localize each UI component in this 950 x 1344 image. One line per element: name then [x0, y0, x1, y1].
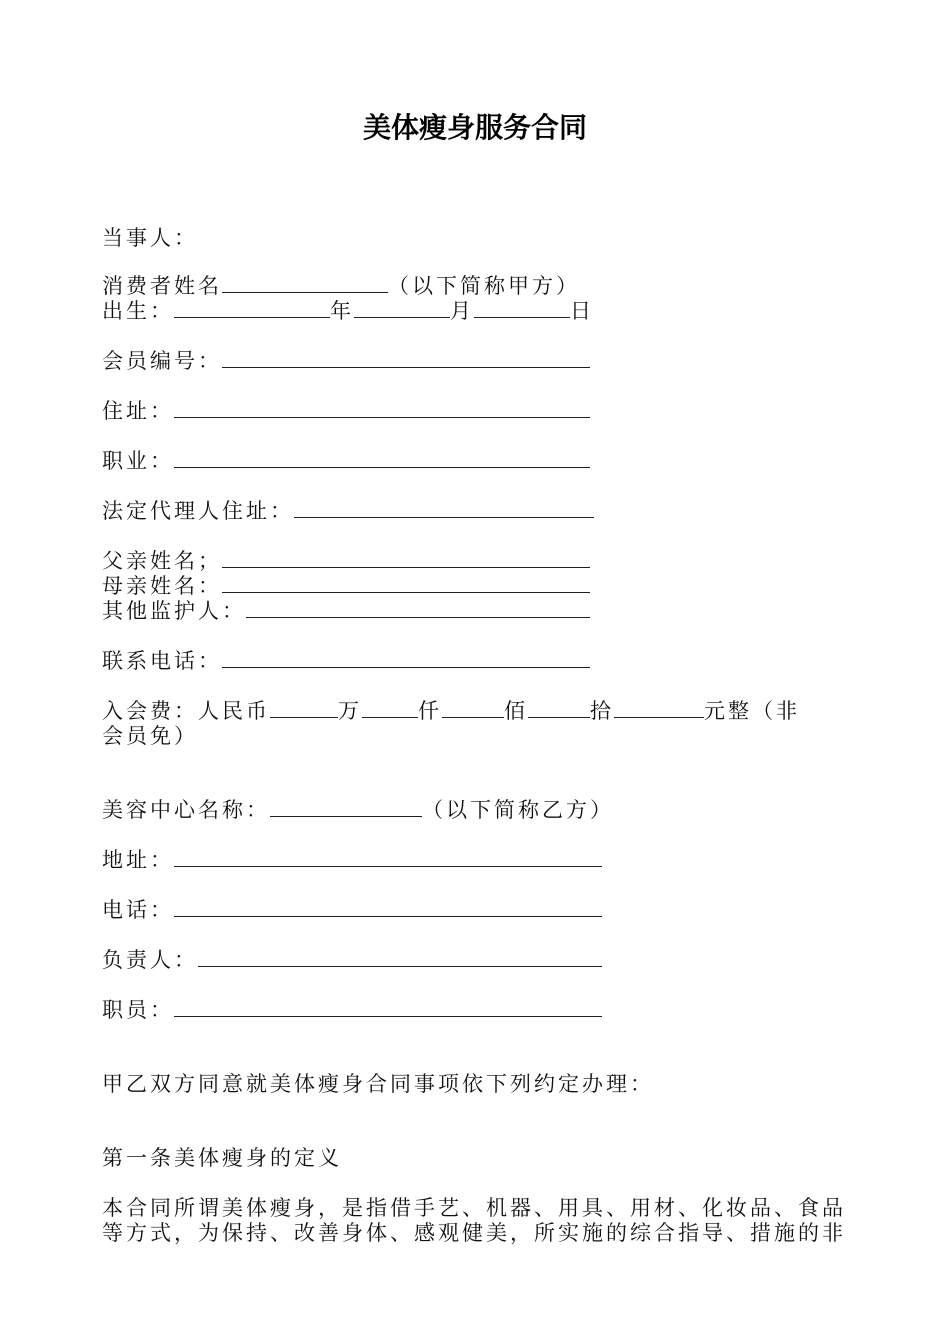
center-manager-line: [102, 948, 602, 973]
birth-day-blank: [474, 299, 570, 318]
address-label: 住址：: [102, 399, 174, 423]
birth-month-blank: [354, 299, 450, 318]
member-no-label: 会员编号：: [102, 349, 222, 373]
birth-year-blank: [174, 299, 330, 318]
birth-line: [102, 299, 594, 324]
legal-rep-address-label: 法定代理人住址：: [102, 499, 294, 523]
father-blank: [222, 549, 590, 568]
center-address-label: 地址：: [102, 848, 174, 872]
fee-label: 入会费：人民币: [102, 699, 270, 723]
consumer-name-line: [102, 274, 580, 299]
center-address-line: [102, 848, 602, 873]
guardian-label: 其他监护人：: [102, 599, 246, 623]
center-name-blank: [270, 798, 422, 817]
fee-line: [102, 699, 800, 724]
fee-cont-line: 会员免）: [102, 724, 198, 748]
month-label: 月: [450, 299, 474, 323]
occupation-label: 职业：: [102, 449, 174, 473]
birth-label: 出生：: [102, 299, 174, 323]
address-blank: [174, 399, 590, 418]
day-label: 日: [570, 299, 594, 323]
article1-line1: 本合同所谓美体瘦身，是指借手艺、机器、用具、用材、化妆品、食品: [102, 1196, 846, 1220]
article1-title: 第一条美体瘦身的定义: [102, 1146, 342, 1170]
father-line: [102, 549, 590, 574]
fee-shi-blank: [528, 699, 590, 718]
address-line: [102, 399, 590, 424]
fee-bai-blank: [442, 699, 504, 718]
member-no-line: [102, 349, 590, 374]
center-phone-line: [102, 898, 602, 923]
fee-wan: 万: [338, 699, 362, 723]
year-label: 年: [330, 299, 354, 323]
fee-yuan-blank: [614, 699, 704, 718]
fee-bai: 佰: [504, 699, 528, 723]
center-phone-label: 电话：: [102, 898, 174, 922]
legal-rep-line: [102, 499, 594, 524]
contract-title: 美体瘦身服务合同: [362, 111, 587, 144]
center-phone-blank: [174, 898, 602, 917]
mother-blank: [222, 574, 590, 593]
agreement-intro: 甲乙双方同意就美体瘦身合同事项依下列约定办理：: [102, 1072, 654, 1096]
center-staff-label: 职员：: [102, 998, 174, 1022]
legal-rep-address-blank: [294, 499, 594, 518]
guardian-line: [102, 599, 590, 624]
center-manager-blank: [198, 948, 602, 967]
father-label: 父亲姓名；: [102, 549, 222, 573]
parties-label: 当事人：: [102, 226, 198, 250]
fee-qian: 仟: [418, 699, 442, 723]
center-name-label: 美容中心名称：: [102, 798, 270, 822]
guardian-blank: [246, 599, 590, 618]
phone-blank: [222, 649, 590, 668]
consumer-name-label: 消费者姓名: [102, 274, 222, 298]
member-no-blank: [222, 349, 590, 368]
center-name-suffix: （以下简称乙方）: [422, 798, 614, 822]
occupation-blank: [174, 449, 590, 468]
fee-wan-blank: [270, 699, 338, 718]
center-manager-label: 负责人：: [102, 948, 198, 972]
article1-line2: 等方式，为保持、改善身体、感观健美，所实施的综合指导、措施的非: [102, 1221, 846, 1245]
fee-yuan: 元整（非: [704, 699, 800, 723]
occupation-line: [102, 449, 590, 474]
center-staff-blank: [174, 998, 602, 1017]
consumer-name-suffix: （以下简称甲方）: [388, 274, 580, 298]
center-address-blank: [174, 848, 602, 867]
phone-line: [102, 649, 590, 674]
phone-label: 联系电话：: [102, 649, 222, 673]
fee-shi: 拾: [590, 699, 614, 723]
mother-label: 母亲姓名：: [102, 574, 222, 598]
center-name-line: [102, 798, 614, 823]
fee-qian-blank: [362, 699, 418, 718]
mother-line: [102, 574, 590, 599]
center-staff-line: [102, 998, 602, 1023]
consumer-name-blank: [222, 274, 388, 293]
